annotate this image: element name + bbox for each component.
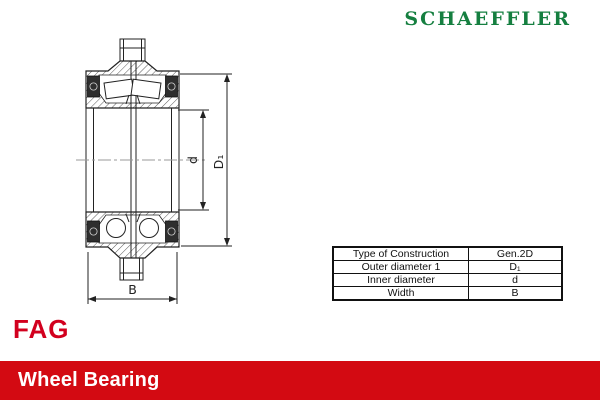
spec-label: Inner diameter [333,274,469,287]
spec-label: Type of Construction [333,247,469,261]
dim-label-d1: D₁ [211,154,226,170]
product-title: Wheel Bearing [18,369,160,391]
spec-table [332,246,563,301]
spec-label: Outer diameter 1 [333,261,469,274]
dim-label-d: d [185,156,200,164]
spec-value: B [469,287,563,301]
spec-value: d [469,274,563,287]
table-row [333,261,562,274]
fag-logo: FAG [13,314,70,344]
dim-label-b: B [128,282,137,297]
spec-label: Width [333,287,469,301]
schaeffler-logo: SCHAEFFLER [404,8,571,30]
bottom-stub [120,258,143,280]
table-row [333,287,562,301]
spec-value: Gen.2D [469,247,563,261]
spec-value: D₁ [469,261,563,274]
top-stub [120,39,145,61]
table-row [333,274,562,287]
footer-bar [0,361,600,400]
table-row [333,247,562,261]
